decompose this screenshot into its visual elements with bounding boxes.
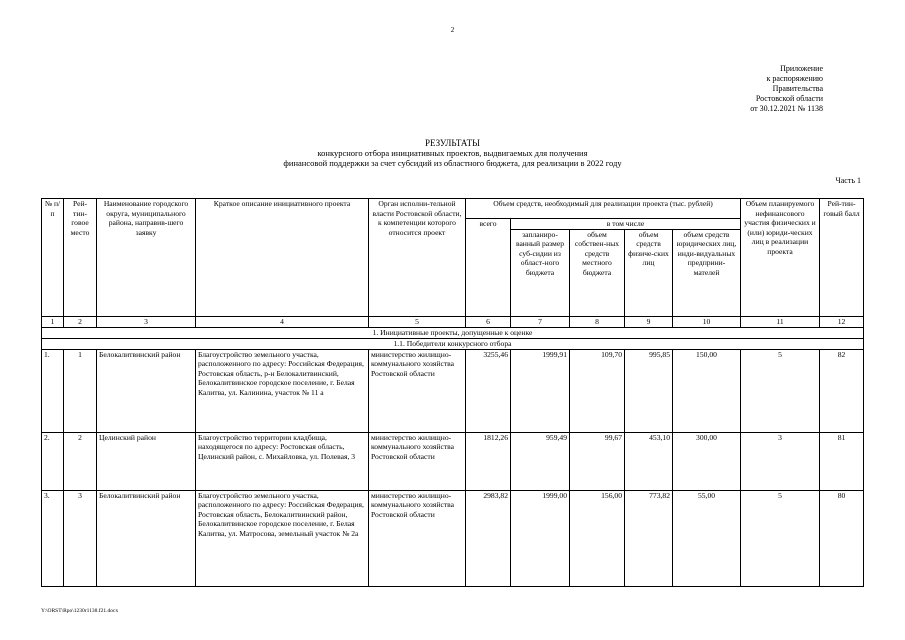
section-row bbox=[42, 338, 864, 349]
column-number: 7 bbox=[511, 316, 570, 327]
section-row bbox=[42, 327, 864, 338]
row-individuals: 995,85 bbox=[625, 349, 673, 432]
table-row bbox=[42, 490, 864, 586]
header-nonfinancial: Объем планируемого нефинансового участия физических и (или) юриди-ческих лиц в реализации проекта bbox=[741, 199, 820, 317]
row-nonfinancial: 5 bbox=[741, 490, 820, 586]
header-score: Рей-тин-говый балл bbox=[820, 199, 864, 317]
header-planned-subsidy: запланиро-ванный размер суб-сидии из област-ного бюджета bbox=[511, 229, 570, 316]
table-row bbox=[42, 349, 864, 432]
row-num: 3. bbox=[42, 490, 64, 586]
row-district: Целинский район bbox=[97, 432, 196, 490]
title-line: конкурсного отбора инициативных проектов, выдвигаемых для получения bbox=[317, 148, 588, 158]
row-legal-entities: 300,00 bbox=[673, 432, 741, 490]
row-score: 82 bbox=[820, 349, 864, 432]
appendix-line: к распоряжению bbox=[766, 74, 823, 83]
row-total: 2983,82 bbox=[466, 490, 511, 586]
row-own-funds: 156,00 bbox=[570, 490, 625, 586]
row-score: 80 bbox=[820, 490, 864, 586]
header-including: в том числе bbox=[511, 219, 741, 230]
row-description: Благоустройство территории кладбища, находящегося по адресу: Ростовская область, Целинский район, с. Михайловка, ул. Полевая, 3 bbox=[196, 432, 369, 490]
row-subsidy: 1999,91 bbox=[511, 349, 570, 432]
column-number: 10 bbox=[673, 316, 741, 327]
row-rank: 2 bbox=[64, 432, 97, 490]
row-authority: министерство жилищно-коммунального хозяйства Ростовской области bbox=[369, 432, 466, 490]
appendix-line: от 30.12.2021 № 1138 bbox=[750, 104, 823, 113]
header-funds-group: Объем средств, необходимый для реализации проекта (тыс. рублей) bbox=[466, 199, 741, 219]
header-individuals: объем средств физиче-ских лиц bbox=[625, 229, 673, 316]
footer-file-path: Y:\ORST\Rpo\1230r1138.f21.docx bbox=[41, 608, 119, 614]
row-total: 1812,26 bbox=[466, 432, 511, 490]
document-title bbox=[0, 138, 905, 168]
row-nonfinancial: 3 bbox=[741, 432, 820, 490]
column-number: 6 bbox=[466, 316, 511, 327]
row-district: Белокалитвинский район bbox=[97, 349, 196, 432]
column-number: 2 bbox=[64, 316, 97, 327]
row-rank: 3 bbox=[64, 490, 97, 586]
row-own-funds: 109,70 bbox=[570, 349, 625, 432]
page-number: 2 bbox=[450, 26, 455, 34]
row-authority: министерство жилищно-коммунального хозяйства Ростовской области bbox=[369, 349, 466, 432]
column-number: 3 bbox=[97, 316, 196, 327]
column-number: 11 bbox=[741, 316, 820, 327]
column-number: 12 bbox=[820, 316, 864, 327]
row-description: Благоустройство земельного участка, расположенного по адресу: Российская Федерация, Ростовская область, Белокалитвинский район, Белокалитвинское городское поселение, г. Белая Калитва, ул. Матросова, земельный участок № 2а bbox=[196, 490, 369, 586]
header-rank-place: Рей-тин-говое место bbox=[64, 199, 97, 317]
column-number: 5 bbox=[369, 316, 466, 327]
row-score: 81 bbox=[820, 432, 864, 490]
header-total: всего bbox=[466, 219, 511, 317]
header-description: Краткое описание инициативного проекта bbox=[196, 199, 369, 317]
header-district: Наименование городского округа, муниципального района, направив-шего заявку bbox=[97, 199, 196, 317]
title-heading: РЕЗУЛЬТАТЫ bbox=[425, 138, 480, 148]
header-row bbox=[42, 199, 864, 219]
row-subsidy: 959,49 bbox=[511, 432, 570, 490]
row-legal-entities: 150,00 bbox=[673, 349, 741, 432]
row-own-funds: 99,67 bbox=[570, 432, 625, 490]
row-subsidy: 1999,00 bbox=[511, 490, 570, 586]
part-label: Часть 1 bbox=[835, 176, 861, 185]
subsection-heading: 1.1. Победители конкурсного отбора bbox=[42, 338, 864, 349]
row-rank: 1 bbox=[64, 349, 97, 432]
row-individuals: 773,82 bbox=[625, 490, 673, 586]
header-authority: Орган исполни-тельной власти Ростовской области, к компетенции которого относится проект bbox=[369, 199, 466, 317]
column-number: 9 bbox=[625, 316, 673, 327]
row-legal-entities: 55,00 bbox=[673, 490, 741, 586]
appendix-line: Правительства bbox=[772, 84, 823, 93]
row-description: Благоустройство земельного участка, расположенного по адресу: Российская Федерация, Ростовская область, р-н Белокалитвинский, Белокалитвинское городское поселение, г. Белая Калитва, ул. Калинина, участок № 11 а bbox=[196, 349, 369, 432]
header-num: № п/п bbox=[42, 199, 64, 317]
column-number: 4 bbox=[196, 316, 369, 327]
row-num: 2. bbox=[42, 432, 64, 490]
appendix-block bbox=[673, 64, 823, 114]
row-district: Белокалитвинский район bbox=[97, 490, 196, 586]
section-heading: 1. Инициативные проекты, допущенные к оценке bbox=[42, 327, 864, 338]
table-row bbox=[42, 432, 864, 490]
header-legal-entities: объем средств юридических лиц, инди-видуальных предприни-мателей bbox=[673, 229, 741, 316]
row-total: 3255,46 bbox=[466, 349, 511, 432]
title-line: финансовой поддержки за счет субсидий из областного бюджета, для реализации в 2022 году bbox=[283, 158, 622, 168]
row-individuals: 453,10 bbox=[625, 432, 673, 490]
row-nonfinancial: 5 bbox=[741, 349, 820, 432]
header-own-funds: объем собствен-ных средств местного бюджета bbox=[570, 229, 625, 316]
results-table bbox=[41, 198, 864, 587]
column-number: 1 bbox=[42, 316, 64, 327]
appendix-line: Ростовской области bbox=[755, 94, 823, 103]
column-numbers-row bbox=[42, 316, 864, 327]
appendix-line: Приложение bbox=[780, 64, 823, 73]
column-number: 8 bbox=[570, 316, 625, 327]
row-num: 1. bbox=[42, 349, 64, 432]
row-authority: министерство жилищно-коммунального хозяйства Ростовской области bbox=[369, 490, 466, 586]
